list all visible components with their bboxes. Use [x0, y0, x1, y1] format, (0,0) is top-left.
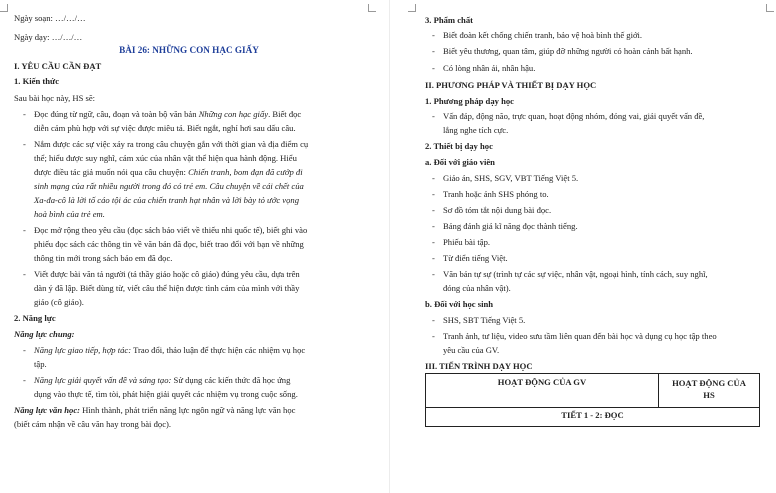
bullet-3-line-2: phiếu đọc sách các thông tin về văn bản đã đọc, biết trao đổi với bạn về những — [34, 239, 304, 249]
nang-luc-chung: Năng lực chung: — [14, 329, 75, 339]
bullet-1-line-1: - Đọc đúng từ ngữ, câu, đoạn và toàn bộ văn bản Những con hạc giấy. Biết đọc — [23, 109, 302, 119]
nlc-bullet-1-line-2: tập. — [34, 359, 47, 369]
header-hs: HOẠT ĐỘNG CỦA HS — [659, 374, 760, 408]
tiet-row: TIẾT 1 - 2: ĐỌC — [426, 408, 760, 427]
corner-mark — [368, 4, 376, 12]
corner-mark — [766, 4, 774, 12]
sub-thiet-bi: 2. Thiết bị dạy học — [425, 141, 493, 151]
ngay-soan: Ngày soạn: …/…/… — [14, 13, 86, 23]
lesson-title: BÀI 26: NHỮNG CON HẠC GIẤY — [119, 45, 259, 55]
section-2-heading: II. PHƯƠNG PHÁP VÀ THIẾT BỊ DẠY HỌC — [425, 80, 597, 90]
bullet-3-line-3: thông tin mới trong sách báo em đã đọc. — [34, 253, 173, 263]
nlc-bullet-2-line-1: - Năng lực giải quyết vấn đề và sáng tạo: Sử dụng các kiến thức đã học ứng — [23, 375, 291, 385]
bullet-2-line-2: thể; hiểu được suy nghĩ, cảm xúc của nhân vật thể hiện qua hành động. Hiểu — [34, 153, 297, 163]
gv-item-1: - Giáo án, SHS, SGV, VBT Tiếng Việt 5. — [432, 173, 579, 183]
pham-chat-1: - Biết đoàn kết chống chiến tranh, bảo vệ hoà bình thế giới. — [432, 30, 643, 40]
hs-item-1: - SHS, SBT Tiếng Việt 5. — [432, 315, 526, 325]
header-gv: HOẠT ĐỘNG CỦA GV — [426, 374, 659, 408]
pham-chat-2: - Biết yêu thương, quan tâm, giúp đỡ những người có hoàn cảnh bất hạnh. — [432, 46, 693, 56]
bullet-2-line-6: hoà bình của trẻ em. — [34, 209, 105, 219]
hs-item-2-line-1: - Tranh ảnh, tư liệu, video sưu tầm liên quan đến bài học và dụng cụ học tập theo — [432, 331, 717, 341]
bullet-3-line-1: - Đọc mở rộng theo yêu cầu (đọc sách báo viết về thiếu nhi quốc tế), biết ghi vào — [23, 225, 308, 235]
gv-item-7-line-1: - Văn bản tự sự (trình tự các sự việc, nhân vật, ngoại hình, tính cách, suy nghĩ, — [432, 269, 708, 279]
phuong-phap-line-1: - Vấn đáp, động não, trực quan, hoạt động nhóm, đóng vai, giải quyết vấn đề, — [432, 111, 705, 121]
gv-item-4: - Bảng đánh giá kĩ năng đọc thành tiếng. — [432, 221, 578, 231]
bullet-2-line-3: được điều tác giả muốn nói qua câu chuyện: Chiến tranh, bom đạn đã cướp đi — [34, 167, 303, 177]
gv-item-6: - Từ điển tiếng Việt. — [432, 253, 508, 263]
gv-item-7-line-2: đóng của nhân vật). — [443, 283, 511, 293]
phuong-phap-line-2: lắng nghe tích cực. — [443, 125, 509, 135]
nang-luc-van-hoc-line-1: Năng lực văn học: Hình thành, phát triển năng lực ngôn ngữ và năng lực văn học — [14, 405, 296, 415]
corner-mark — [0, 4, 8, 12]
bullet-4-line-1: - Viết được bài văn tả người (tả thầy giáo hoặc cô giáo) đúng yêu cầu, dựa trên — [23, 269, 300, 279]
sub-pham-chat: 3. Phẩm chất — [425, 15, 473, 25]
sub-phuong-phap: 1. Phương pháp dạy học — [425, 96, 514, 106]
bullet-2-line-4: sinh mạng của rất nhiều người trong đó có trẻ em. Câu chuyện về cái chết của — [34, 181, 304, 191]
section-3-heading: III. TIẾN TRÌNH DẠY HỌC — [425, 361, 533, 371]
sub-kien-thuc: 1. Kiến thức — [14, 76, 60, 86]
gv-item-2: - Tranh hoặc ảnh SHS phóng to. — [432, 189, 549, 199]
nang-luc-van-hoc-line-2: (biết cảm nhận về câu văn hay trong bài đọc). — [14, 419, 172, 429]
activity-table — [425, 373, 760, 427]
ngay-day: Ngày dạy: …/…/… — [14, 32, 83, 42]
left-page — [14, 0, 364, 493]
doi-voi-hoc-sinh: b. Đối với học sinh — [425, 299, 494, 309]
corner-mark — [408, 4, 416, 12]
bullet-1-line-2: diễn cảm phù hợp với sự việc được miêu tả. Biết ngắt, nghỉ hơi sau dấu câu. — [34, 123, 296, 133]
nlc-bullet-2-line-2: dụng vào thực tế, tìm tòi, phát hiện giải quyết các nhiệm vụ trong cuộc sống. — [34, 389, 298, 399]
gv-item-5: - Phiếu bài tập. — [432, 237, 491, 247]
intro-line: Sau bài học này, HS sẽ: — [14, 93, 96, 103]
section-1-heading: I. YÊU CẦU CẦN ĐẠT — [14, 61, 102, 71]
bullet-4-line-3: giáo (cô giáo). — [34, 297, 84, 307]
nlc-bullet-1-line-1: - Năng lực giao tiếp, hợp tác: Trao đổi, thảo luận để thực hiện các nhiệm vụ học — [23, 345, 306, 355]
bullet-4-line-2: dàn ý đã lập. Biết dùng từ, viết câu thể hiện được tình cảm của mình với thầy — [34, 283, 300, 293]
hs-item-2-line-2: yêu cầu của GV. — [443, 345, 500, 355]
bullet-2-line-5: Xa-đa-cô là lời tố cáo tội ác của chiến tranh hạt nhân và lời bày tỏ ước vọng — [34, 195, 299, 205]
page-gap — [389, 0, 390, 493]
right-page — [425, 0, 765, 493]
bullet-2-line-1: - Nắm được các sự việc xảy ra trong câu chuyện gắn với thời gian và địa điểm cụ — [23, 139, 309, 149]
sub-nang-luc: 2. Năng lực — [14, 313, 56, 323]
gv-item-3: - Sơ đồ tóm tắt nội dung bài đọc. — [432, 205, 552, 215]
pham-chat-3: - Có lòng nhân ái, nhân hậu. — [432, 63, 536, 73]
doi-voi-giao-vien: a. Đối với giáo viên — [425, 157, 495, 167]
